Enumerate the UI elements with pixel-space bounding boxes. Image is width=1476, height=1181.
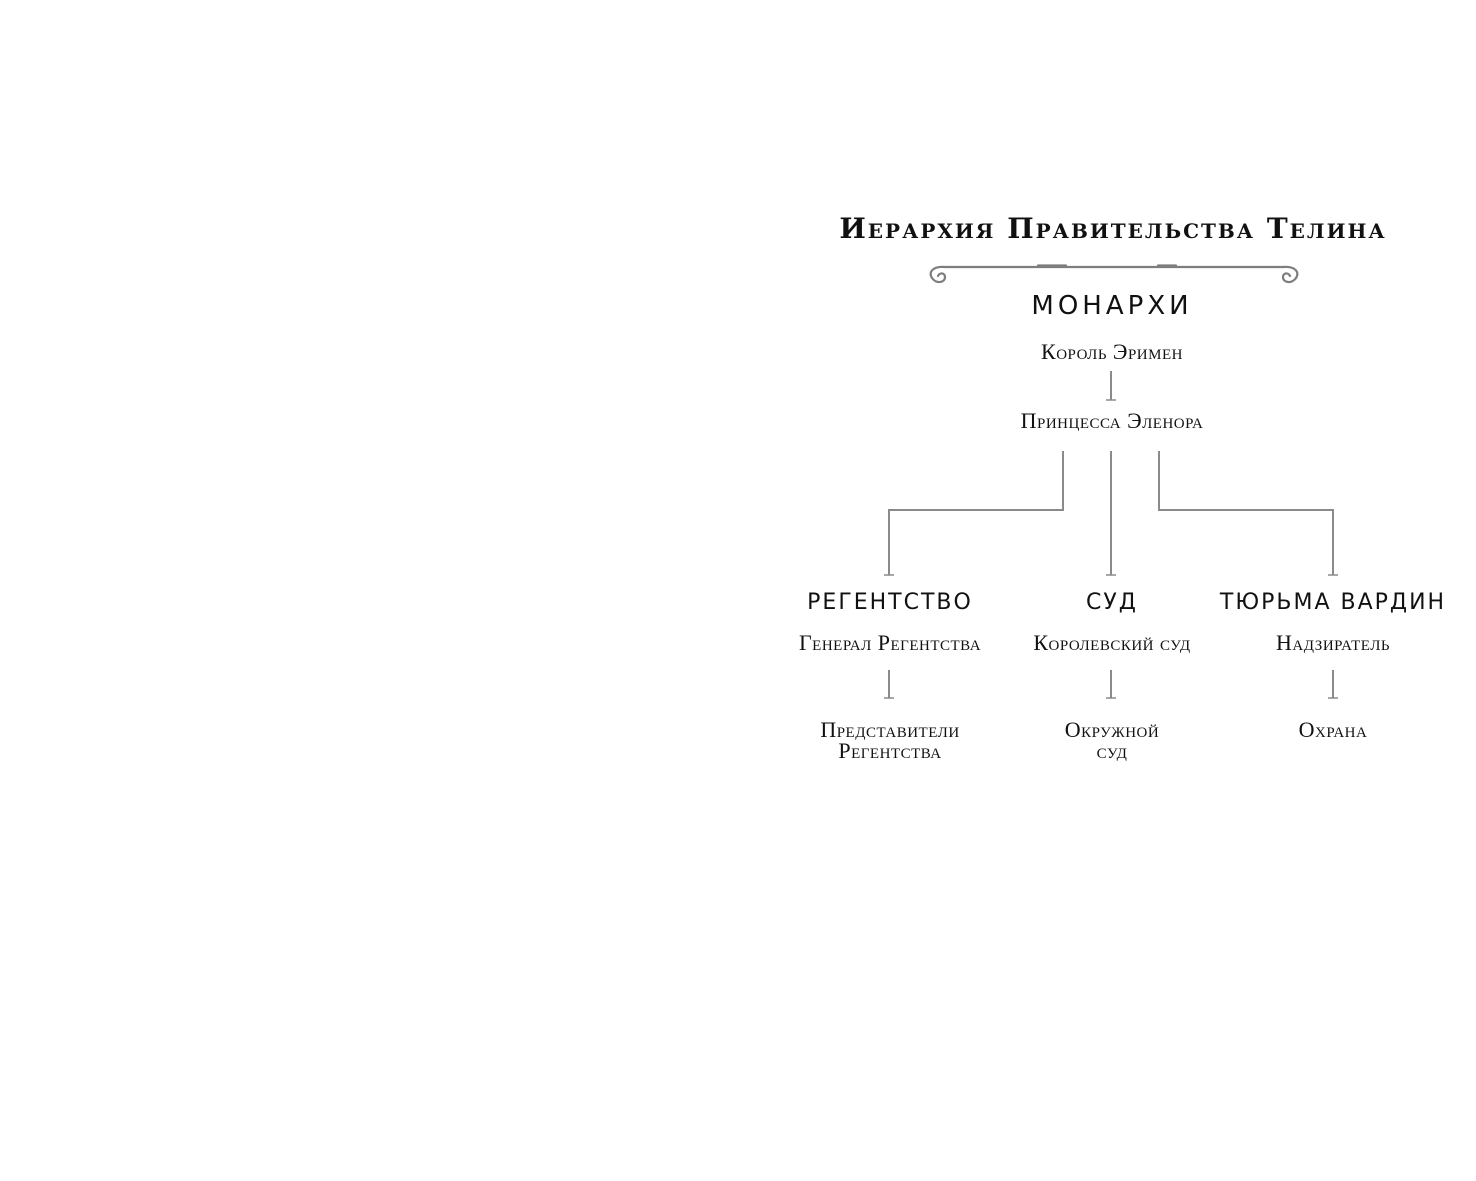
guard-role	[1299, 719, 1368, 740]
regency-sub-connector	[884, 670, 894, 698]
king-to-princess-connector	[1106, 371, 1116, 400]
regency-representatives-line1: Представители	[820, 717, 960, 742]
diagram-title: Иерархия Правительства Телина	[839, 212, 1387, 245]
princess-to-court-connector	[1106, 451, 1116, 575]
princess-to-regency-connector	[884, 451, 1063, 575]
king-role: Король Эримен	[1041, 339, 1183, 364]
district-court-line2: суд	[1096, 738, 1128, 763]
court-heading: СУД	[1086, 590, 1138, 615]
monarchs-heading: МОНАРХИ	[1031, 291, 1193, 321]
regency-representatives-role	[820, 719, 959, 761]
royal-court-role: Королевский суд	[1033, 630, 1191, 655]
prison-sub-connector	[1328, 670, 1338, 698]
regency-heading: РЕГЕНТСТВО	[807, 590, 973, 615]
regency-representatives-line2: Регентства	[838, 738, 942, 763]
warden-role: Надзиратель	[1275, 630, 1391, 655]
court-sub-connector	[1106, 670, 1116, 698]
title-flourish-ornament	[931, 266, 1298, 283]
district-court-line1: Окружной	[1064, 717, 1160, 742]
princess-role: Принцесса Эленора	[1020, 408, 1204, 433]
regency-general-role: Генерал Регентства	[798, 630, 982, 655]
princess-to-prison-connector	[1159, 451, 1338, 575]
guard-line1: Охрана	[1298, 717, 1368, 742]
prison-heading: ТЮРЬМА ВАРДИН	[1219, 590, 1447, 615]
district-court-role	[1065, 719, 1159, 761]
